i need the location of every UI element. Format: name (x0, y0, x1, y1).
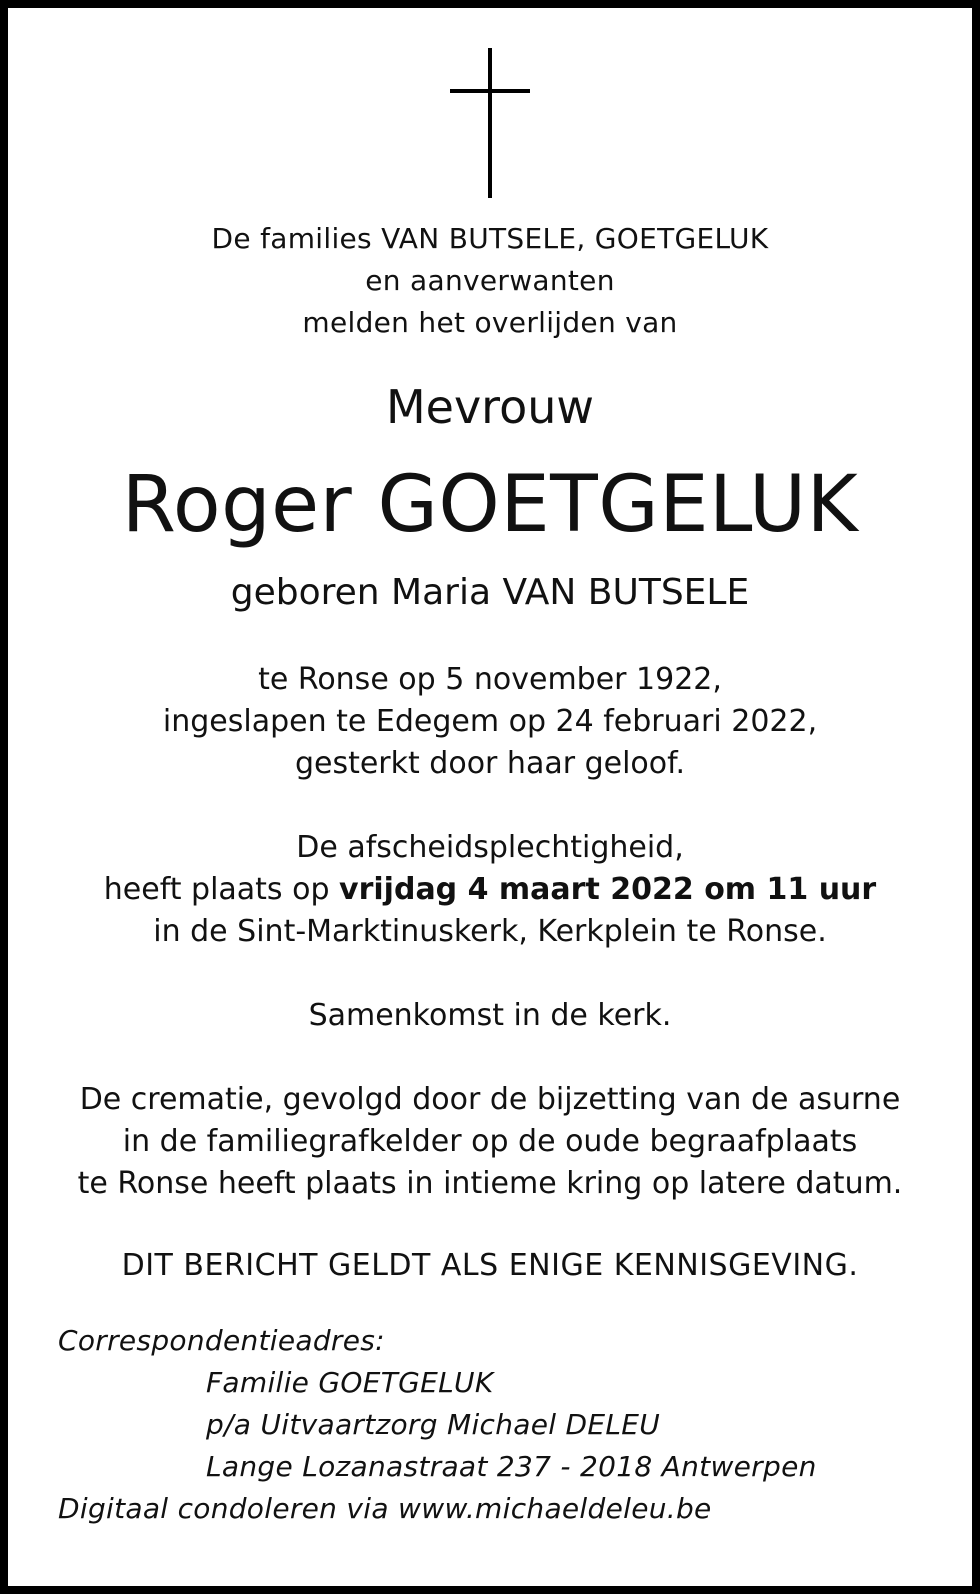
intro-announcement: melden het overlijden van (302, 306, 678, 339)
deceased-name: Roger GOETGELUK (121, 460, 859, 550)
intro-families: De families VAN BUTSELE, GOETGELUK (211, 222, 769, 255)
correspondence-family: Familie GOETGELUK (206, 1366, 494, 1399)
cremation-line-2: in de familiegrafkelder op de oude begraafplaats (122, 1124, 858, 1159)
faith-line: gesterkt door haar geloof. (294, 746, 686, 781)
ceremony-datetime (8, 872, 972, 907)
cremation-line-3: te Ronse heeft plaats in intieme kring op latere datum. (77, 1166, 903, 1201)
death-date: ingeslapen te Edegem op 24 februari 2022, (162, 704, 818, 739)
deceased-maiden-name: geboren Maria VAN BUTSELE (230, 572, 750, 613)
ceremony-prefix: heeft plaats op (103, 872, 340, 907)
ceremony-date-bold: vrijdag 4 maart 2022 om 11 uur (339, 872, 877, 907)
obituary-card (8, 8, 972, 1586)
ceremony-heading: De afscheidsplechtigheid, (296, 830, 684, 865)
correspondence-label: Correspondentieadres: (58, 1324, 385, 1357)
cross-icon (450, 48, 530, 198)
correspondence-address: Lange Lozanastraat 237 - 2018 Antwerpen (206, 1450, 817, 1483)
online-condolences: Digitaal condoleren via www.michaeldeleu.be (58, 1492, 712, 1525)
only-notice: DIT BERICHT GELDT ALS ENIGE KENNISGEVING. (121, 1248, 859, 1283)
ceremony-location: in de Sint-Marktinuskerk, Kerkplein te Ronse. (153, 914, 827, 949)
correspondence-funeral-home: p/a Uitvaartzorg Michael DELEU (206, 1408, 661, 1441)
intro-relatives: en aanverwanten (365, 264, 615, 297)
deceased-title: Mevrouw (385, 380, 595, 434)
birth-date: te Ronse op 5 november 1922, (258, 662, 722, 697)
gathering-note: Samenkomst in de kerk. (308, 998, 672, 1033)
cremation-line-1: De crematie, gevolgd door de bijzetting van de asurne (79, 1082, 901, 1117)
